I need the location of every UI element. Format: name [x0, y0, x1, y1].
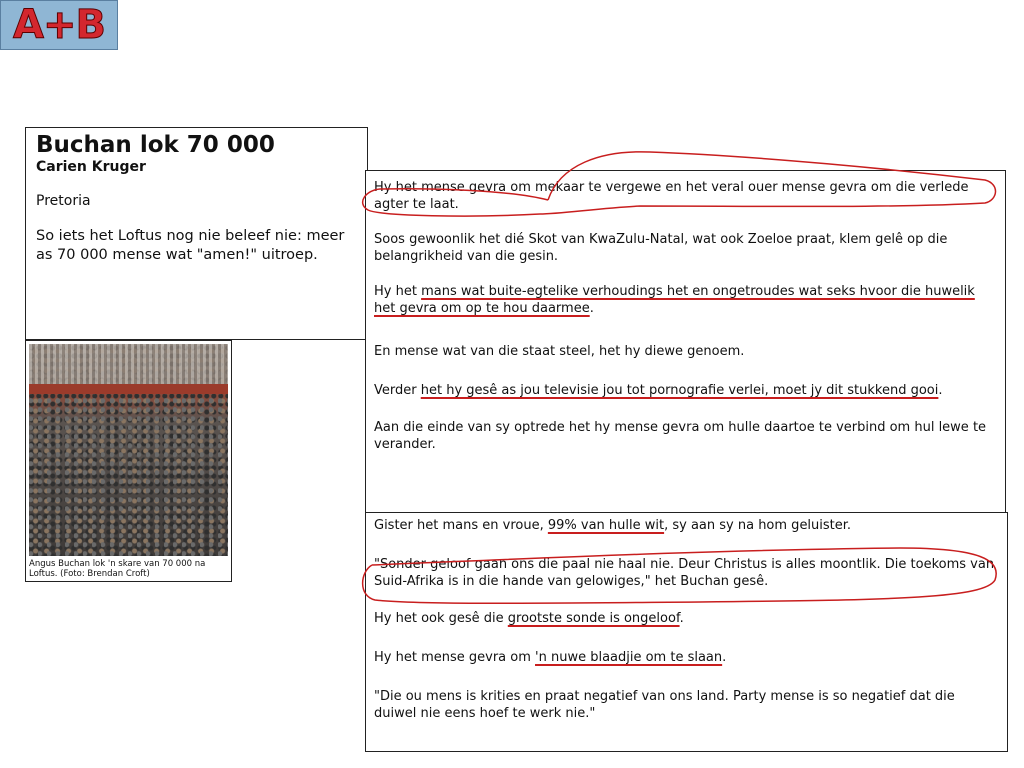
- paragraph-negative: "Die ou mens is krities en praat negatief van ons land. Party mense is so negatief dat die duiwel nie eens hoef te werk nie.": [374, 689, 955, 721]
- text: Verder: [374, 383, 421, 398]
- underlined-text: het hy gesê as jou televisie jou tot pornografie verlei, moet jy dit stukkend gooi: [420, 383, 939, 398]
- text: Hy het: [374, 284, 422, 299]
- logo-text: A+B: [13, 2, 105, 48]
- paragraph-faith-quote: "Sonder geloof gaan ons die paal nie haal nie. Deur Christus is alles moontlik. Die toekoms van Suid-Afrika is in die hande van gelowiges," het Buchan gesê.: [374, 557, 995, 589]
- text: , sy aan sy na hom geluister.: [664, 518, 852, 533]
- underlined-text: mans wat buite-egtelike verhoudings het en ongetroudes wat seks hvoor die huwelik het gevra om op te hou daarmee: [374, 284, 975, 316]
- paragraph-family: Soos gewoonlik het dié Skot van KwaZulu-Natal, wat ook Zoeloe praat, klem gelê op die belangrikheid van die gesin.: [374, 232, 948, 264]
- text: Hy het ook gesê die: [374, 611, 508, 626]
- crowd-photo: [29, 344, 228, 556]
- paragraph-commit: Aan die einde van sy optrede het hy mense gevra om hulle daartoe te verbind om hul lewe te verander.: [374, 420, 987, 452]
- underlined-text: 99% van hulle wit: [547, 518, 665, 533]
- text: .: [722, 650, 727, 665]
- text: Gister het mans en vroue,: [374, 518, 548, 533]
- article-lede: So iets het Loftus nog nie beleef nie: meer as 70 000 mense wat "amen!" uitroep.: [36, 228, 345, 263]
- photo-box: [25, 340, 232, 582]
- article-column-1: [365, 170, 1006, 515]
- stadium-stand: [29, 344, 228, 384]
- photo-caption: Angus Buchan lok 'n skare van 70 000 na Loftus. (Foto: Brendan Croft): [29, 559, 206, 579]
- paragraph-new-leaf: [374, 649, 999, 666]
- paragraph-thieves: En mense wat van die staat steel, het hy diewe genoem.: [374, 344, 745, 359]
- article-author: Carien Kruger: [36, 159, 146, 175]
- paragraph-audience: [374, 517, 999, 534]
- text: Hy het mense gevra om: [374, 650, 536, 665]
- text: .: [589, 301, 594, 316]
- article-title: Buchan lok 70 000: [36, 132, 275, 158]
- stadium-band: [29, 384, 228, 394]
- paragraph-forgive: Hy het mense gevra om mekaar te vergewe en het veral ouer mense gevra om die verlede agter te laat.: [374, 180, 969, 212]
- article-column-2: [365, 512, 1008, 752]
- paragraph-unbelief: [374, 610, 999, 627]
- article-dateline: Pretoria: [36, 193, 91, 209]
- underlined-text: grootste sonde is ongeloof: [507, 611, 680, 626]
- logo-badge: [0, 0, 118, 50]
- underlined-text: 'n nuwe blaadjie om te slaan: [535, 650, 723, 665]
- paragraph-affairs: [374, 283, 997, 317]
- paragraph-television: [374, 382, 997, 399]
- text: .: [938, 383, 943, 398]
- text: .: [679, 611, 684, 626]
- headline-box: [25, 127, 368, 340]
